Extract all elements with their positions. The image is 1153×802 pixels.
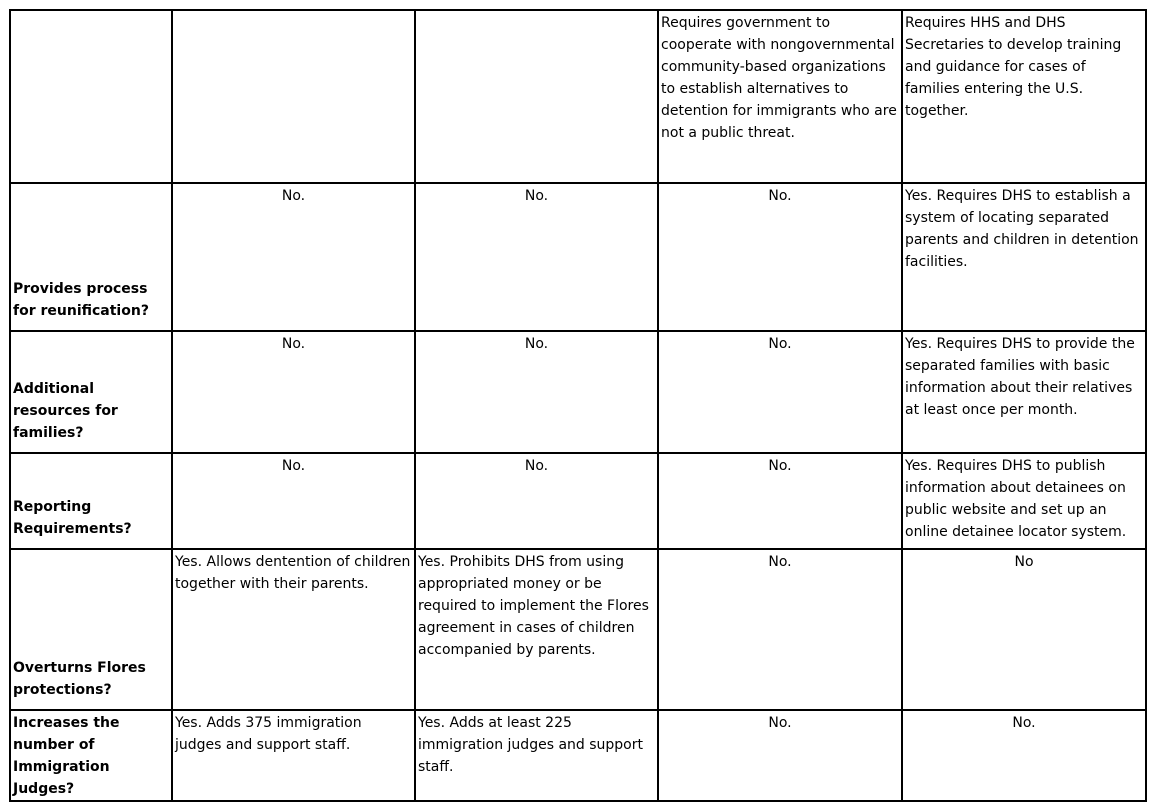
table-cell: Yes. Prohibits DHS from using appropriated money or be required to implement the Flores agreement in cases of children accompanied by parents. xyxy=(415,549,658,710)
table-cell: No xyxy=(902,549,1146,710)
table-cell: Yes. Allows dentention of children together with their parents. xyxy=(172,549,415,710)
comparison-table xyxy=(9,9,1147,802)
table-cell: No. xyxy=(415,453,658,549)
table-row xyxy=(10,549,1146,710)
table-cell: No. xyxy=(658,453,902,549)
table-cell: No. xyxy=(658,183,902,331)
table-row xyxy=(10,331,1146,453)
table-row xyxy=(10,453,1146,549)
table-cell: No. xyxy=(902,710,1146,801)
row-header xyxy=(10,10,172,183)
table-cell: No. xyxy=(172,183,415,331)
table-cell: Yes. Requires DHS to publish information about detainees on public website and set up an online detainee locator system. xyxy=(902,453,1146,549)
row-header: Provides process for reunification? xyxy=(10,183,172,331)
table-cell: No. xyxy=(415,183,658,331)
table-row xyxy=(10,10,1146,183)
table-cell: No. xyxy=(415,331,658,453)
table-cell xyxy=(172,10,415,183)
table-cell: Yes. Adds 375 immigration judges and support staff. xyxy=(172,710,415,801)
table-cell: No. xyxy=(658,710,902,801)
table-cell: No. xyxy=(658,331,902,453)
table-cell: No. xyxy=(172,453,415,549)
table-cell: Yes. Requires DHS to provide the separated families with basic information about their relatives at least once per month. xyxy=(902,331,1146,453)
row-header: Additional resources for families? xyxy=(10,331,172,453)
row-header: Increases the number of Immigration Judges? xyxy=(10,710,172,801)
row-header: Overturns Flores protections? xyxy=(10,549,172,710)
table-cell: Requires HHS and DHS Secretaries to develop training and guidance for cases of families entering the U.S. together. xyxy=(902,10,1146,183)
table-cell: Requires government to cooperate with nongovernmental community-based organizations to establish alternatives to detention for immigrants who are not a public threat. xyxy=(658,10,902,183)
table-row xyxy=(10,710,1146,801)
row-header: Reporting Requirements? xyxy=(10,453,172,549)
table-cell: Yes. Requires DHS to establish a system of locating separated parents and children in detention facilities. xyxy=(902,183,1146,331)
table-cell: No. xyxy=(658,549,902,710)
table-cell: No. xyxy=(172,331,415,453)
table-row xyxy=(10,183,1146,331)
table-cell xyxy=(415,10,658,183)
table-cell: Yes. Adds at least 225 immigration judges and support staff. xyxy=(415,710,658,801)
